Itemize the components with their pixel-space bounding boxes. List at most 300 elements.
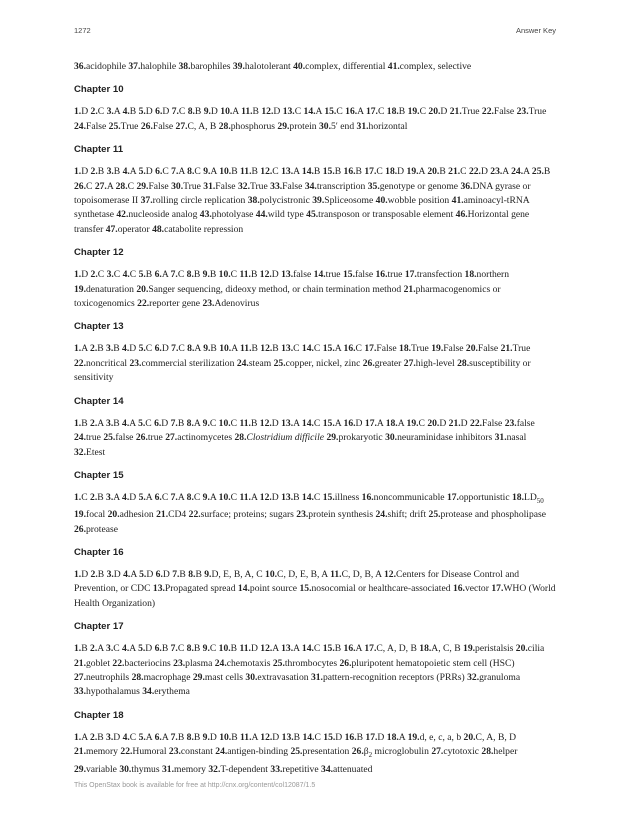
answer-text: C — [145, 417, 152, 429]
answer-number: 8. — [186, 731, 194, 743]
answer-number: 16. — [343, 343, 356, 355]
answer-number: 26. — [135, 432, 148, 444]
answer-text: False — [482, 417, 503, 429]
answer-text: peristalsis — [475, 643, 514, 655]
answer-number: 18. — [386, 731, 399, 743]
answer-number: 8. — [186, 491, 194, 503]
answer-text: True — [512, 343, 531, 355]
answer-number: 18. — [385, 417, 398, 429]
answer-number: 17. — [364, 643, 377, 655]
answer-text: susceptibility or sensitivity — [74, 357, 531, 384]
answer-text: D — [273, 106, 281, 118]
answer-text: B — [250, 417, 258, 429]
answer-text: C — [129, 269, 137, 281]
answer-text: B — [252, 106, 259, 118]
answer-text: C — [355, 343, 362, 355]
answer-text: thymus — [131, 763, 160, 775]
answer-number: 47. — [105, 223, 118, 235]
answer-number: 34. — [142, 686, 155, 698]
answer-number: 22. — [120, 746, 133, 758]
answer-text: Horizontal gene transfer — [74, 209, 530, 235]
answer-text: barophiles — [190, 61, 231, 72]
answer-number: 28. — [234, 432, 247, 444]
answer-text: D — [113, 731, 121, 743]
answer-number: 13. — [281, 491, 294, 503]
answer-number: 31. — [494, 432, 507, 444]
answer-number: 15. — [324, 106, 337, 118]
answer-text: 5′ end — [330, 120, 355, 132]
answer-number: 1. — [74, 643, 82, 655]
answer-text: D — [113, 569, 121, 581]
answer-text: repetitive — [282, 763, 319, 775]
answer-text: C — [336, 106, 343, 118]
answer-number: 20. — [136, 283, 149, 295]
answer-number: 22. — [470, 417, 483, 429]
answer-text: B — [97, 491, 104, 503]
answer-text: D — [129, 491, 137, 503]
answer-text: constant — [180, 746, 213, 758]
answer-number: 11. — [330, 569, 342, 581]
answer-text: B — [439, 166, 446, 178]
answer-number: 2. — [90, 269, 98, 281]
answer-number: 5. — [138, 269, 146, 281]
chapter-answers — [74, 268, 556, 311]
answer-text: C, D, E, B, A — [277, 569, 328, 581]
answer-number: 14. — [313, 269, 326, 281]
answer-text: true — [86, 432, 101, 444]
answer-text: helper — [493, 746, 518, 758]
answer-number: 3. — [106, 417, 114, 429]
answer-number: 7. — [171, 343, 179, 355]
answer-text: catabolite repression — [164, 223, 244, 235]
answer-text: A — [177, 491, 185, 503]
answer-text: antigen-binding — [227, 746, 289, 758]
answer-number: 30. — [171, 180, 184, 192]
answer-text: C — [313, 417, 321, 429]
answer-number: 18. — [399, 343, 412, 355]
answer-text: A — [418, 166, 425, 178]
answer-text: photolyase — [211, 209, 254, 221]
answer-text: A — [113, 491, 120, 503]
answer-number: 15. — [322, 643, 335, 655]
answer-text: denaturation — [86, 283, 134, 295]
answer-number: 18. — [386, 106, 399, 118]
answer-number: 16. — [375, 269, 388, 281]
answer-number: 36. — [74, 61, 86, 72]
answer-text: B — [334, 166, 342, 178]
answer-text: C — [97, 106, 105, 118]
answer-number: 19. — [406, 417, 419, 429]
answer-number: 14. — [301, 643, 314, 655]
answer-text: halophile — [140, 61, 177, 72]
answer-number: 39. — [232, 61, 245, 72]
answer-text: reporter gene — [149, 298, 201, 310]
answer-number: 20. — [515, 643, 528, 655]
answer-number: 32. — [74, 446, 86, 458]
answer-text: greater — [374, 357, 402, 369]
answer-text: true — [325, 269, 341, 281]
answer-number: 31. — [310, 672, 323, 684]
answer-number: 29. — [192, 672, 205, 684]
answer-number: 14. — [237, 583, 250, 595]
answer-text: C, A, D, B — [376, 643, 417, 655]
answer-text: Sanger sequencing, dideoxy method, or chain termination method — [148, 283, 402, 295]
answer-number: 1. — [74, 491, 82, 503]
answer-number: 9. — [203, 343, 211, 355]
answer-text: True — [183, 180, 201, 192]
answer-number: 14. — [302, 731, 315, 743]
answer-number: 9. — [202, 417, 210, 429]
answer-number: 40. — [375, 195, 388, 207]
answer-number: 34. — [321, 763, 334, 775]
answer-text: D — [439, 417, 447, 429]
answer-text: A — [397, 417, 405, 429]
answer-text: true — [147, 432, 163, 444]
answer-number: 4. — [122, 343, 130, 355]
answer-text: D — [145, 643, 153, 655]
answer-number: 20. — [463, 731, 476, 743]
answer-number: 39. — [312, 195, 325, 207]
answer-text: A — [97, 643, 104, 655]
answer-text: adhesion — [119, 509, 154, 521]
answer-number: 21. — [500, 343, 513, 355]
answer-number: 18. — [419, 643, 432, 655]
answer-number: 12. — [261, 106, 274, 118]
answer-text: B — [193, 269, 201, 281]
answer-number: 13. — [281, 269, 294, 281]
chapter-heading: Chapter 14 — [74, 395, 124, 407]
answer-number: 13. — [281, 166, 294, 178]
answer-number: 24. — [375, 509, 388, 521]
answer-text: C — [86, 180, 93, 192]
answer-number: 3. — [106, 731, 114, 743]
answer-number: 2. — [90, 417, 98, 429]
chapter-heading: Chapter 10 — [74, 84, 124, 96]
answer-text: C — [376, 166, 383, 178]
answer-text: rolling circle replication — [152, 195, 246, 207]
answer-text: DNA gyrase or topoisomerase II — [74, 180, 531, 207]
answer-text: plasma — [185, 657, 213, 669]
answer-text: D — [81, 166, 89, 178]
answer-number: 8. — [187, 106, 195, 118]
answer-number: 1. — [74, 569, 82, 581]
answer-number: 29. — [74, 763, 86, 775]
answer-number: 6. — [154, 643, 162, 655]
answer-text: A — [293, 417, 300, 429]
answer-number: 4. — [122, 269, 130, 281]
answer-number: 2. — [90, 491, 98, 503]
answer-text: protein — [289, 120, 317, 132]
answer-text: C — [113, 643, 120, 655]
answer-number: 29. — [326, 432, 339, 444]
answer-number: 17. — [364, 166, 377, 178]
answer-text: B — [97, 731, 104, 743]
answer-number: 30. — [318, 120, 331, 132]
answer-text: A — [194, 343, 201, 355]
chapter-heading: Chapter 12 — [74, 247, 124, 259]
answer-text: True — [411, 343, 429, 355]
intro-answers — [74, 60, 556, 74]
answer-text: True — [461, 106, 480, 118]
answer-text: D — [209, 731, 217, 743]
answer-number: 17. — [364, 343, 377, 355]
answer-text: protease and phospholipase — [440, 509, 547, 521]
answer-number: 10. — [218, 269, 231, 281]
answer-text: B — [113, 343, 120, 355]
answer-number: 24. — [511, 166, 524, 178]
answer-text: D — [480, 166, 488, 178]
answer-text: focal — [86, 509, 106, 521]
answer-text: surface; proteins; sugars — [200, 509, 294, 521]
answer-number: 12. — [259, 269, 272, 281]
answer-text: transfection — [416, 269, 463, 281]
answer-text: shift; drift — [387, 509, 427, 521]
answer-number: 16. — [343, 643, 356, 655]
answer-text: True — [249, 180, 268, 192]
answer-text: wobble position — [387, 195, 450, 207]
answer-number: 24. — [214, 657, 227, 669]
answer-text: chemotaxis — [226, 657, 271, 669]
answer-number: 26. — [339, 657, 352, 669]
answer-text: neutrophils — [86, 672, 130, 684]
answer-number: 10. — [219, 343, 232, 355]
answer-text: A — [145, 491, 153, 503]
answer-text: Humoral — [132, 746, 167, 758]
answer-text: CD4 — [168, 509, 187, 521]
answer-number: 5. — [138, 643, 146, 655]
answer-number: 31. — [161, 763, 174, 775]
chapter-answers — [74, 105, 556, 134]
answer-number: 12. — [259, 417, 272, 429]
answer-number: 29. — [277, 120, 290, 132]
answer-text: presentation — [302, 746, 350, 758]
answer-number: 25. — [290, 746, 303, 758]
answer-number: 13. — [281, 731, 294, 743]
answer-text: C — [294, 106, 302, 118]
answer-text: D — [250, 643, 258, 655]
answer-number: 14. — [301, 491, 314, 503]
answer-number: 17. — [365, 106, 378, 118]
answer-text: cilia — [527, 643, 545, 655]
answer-number: 1. — [74, 417, 82, 429]
answer-number: 15. — [323, 731, 336, 743]
answer-number: 11. — [239, 269, 251, 281]
answer-number: 37. — [140, 195, 153, 207]
answer-number: 22. — [481, 106, 494, 118]
answer-text: B — [177, 731, 185, 743]
answer-number: 2. — [90, 343, 98, 355]
answer-number: 9. — [202, 269, 210, 281]
answer-number: 18. — [464, 269, 477, 281]
answer-number: 16. — [452, 583, 465, 595]
answer-text: D — [272, 731, 280, 743]
answer-text: A — [81, 343, 88, 355]
answer-text: false — [293, 269, 312, 281]
answer-text: copper, nickel, zinc — [285, 357, 361, 369]
answer-number: 14. — [303, 106, 316, 118]
answer-number: 7. — [170, 269, 178, 281]
answer-number: 28. — [457, 357, 470, 369]
answer-text: A — [293, 643, 300, 655]
answer-number: 2. — [90, 166, 98, 178]
answer-text: aminoacyl-tRNA synthetase — [74, 195, 530, 221]
answer-number: 19. — [463, 643, 476, 655]
answer-text: false — [115, 432, 134, 444]
answer-text: acidophile — [86, 61, 126, 72]
answer-number: 27. — [175, 120, 188, 132]
answer-number: 8. — [187, 343, 195, 355]
answer-number: 26. — [140, 120, 153, 132]
answer-text: False — [376, 343, 397, 355]
answer-number: 16. — [343, 166, 356, 178]
answer-text: C — [272, 166, 279, 178]
answer-text: false — [516, 417, 535, 429]
answer-number: 15. — [322, 166, 335, 178]
answer-text: B — [179, 569, 186, 581]
answer-number: 32. — [237, 180, 250, 192]
answer-number: 12. — [260, 643, 273, 655]
answer-text: C — [460, 166, 467, 178]
answer-number: 17. — [446, 491, 459, 503]
answer-number: 12. — [260, 166, 273, 178]
answer-number: 17. — [491, 583, 504, 595]
answer-number: 36. — [460, 180, 473, 192]
answer-text: A — [293, 166, 300, 178]
answer-number: 20. — [428, 106, 441, 118]
answer-number: 32. — [208, 763, 221, 775]
answer-number: 20. — [427, 166, 440, 178]
answer-text: D — [145, 166, 153, 178]
answer-number: 23. — [129, 357, 142, 369]
answer-text: true — [387, 269, 403, 281]
answer-text: A — [523, 166, 530, 178]
answer-number: 38. — [247, 195, 260, 207]
answer-number: 7. — [171, 106, 179, 118]
answer-number: 29. — [136, 180, 149, 192]
answer-text: C, A, B — [187, 120, 217, 132]
answer-number: 7. — [170, 731, 178, 743]
answer-number: 4. — [122, 417, 130, 429]
answer-number: 28. — [115, 180, 128, 192]
answer-number: 4. — [122, 643, 130, 655]
answer-text: pluripotent hematopoietic stem cell (HSC) — [351, 657, 515, 669]
answer-text: prokaryotic — [338, 432, 383, 444]
answer-text: A — [334, 417, 342, 429]
answer-text: D — [271, 491, 279, 503]
answer-text: erythema — [154, 686, 190, 698]
answer-number: 41. — [451, 195, 464, 207]
answer-text: thrombocytes — [284, 657, 338, 669]
answer-text: C — [127, 180, 135, 192]
chapter-heading: Chapter 13 — [74, 321, 124, 333]
answer-number: 23. — [516, 106, 529, 118]
answer-text: B — [334, 643, 342, 655]
answer-number: 10. — [265, 569, 278, 581]
answer-text: D, E, B, A, C — [211, 569, 263, 581]
answer-text: B — [195, 569, 202, 581]
answer-text: Propagated spread — [164, 583, 236, 595]
answer-number: 11. — [241, 106, 253, 118]
answer-number: 19. — [407, 731, 420, 743]
answer-text: D — [271, 417, 279, 429]
answer-text: C — [418, 417, 425, 429]
answer-number: 24. — [74, 432, 86, 444]
answer-number: 16. — [344, 731, 357, 743]
answer-number: 1. — [74, 731, 82, 743]
answer-number: 17. — [364, 417, 377, 429]
answer-text: C — [113, 269, 121, 281]
answer-number: 27. — [431, 746, 444, 758]
answer-text: C — [81, 491, 88, 503]
answer-text: A — [81, 731, 88, 743]
answer-text: A — [272, 643, 279, 655]
answer-text: C — [177, 269, 185, 281]
answer-number: 21. — [448, 417, 461, 429]
answer-text: C — [313, 343, 321, 355]
answer-text: A — [398, 731, 406, 743]
answer-text: False — [443, 343, 464, 355]
answer-number: 31. — [203, 180, 216, 192]
answer-number: 15. — [322, 491, 335, 503]
answer-text: A — [113, 106, 121, 118]
answer-number: 7. — [172, 569, 180, 581]
answer-text: granuloma — [479, 672, 521, 684]
answer-text: B — [355, 166, 362, 178]
answer-text: horizontal — [368, 120, 408, 132]
answer-text: D — [397, 166, 405, 178]
answer-text: False — [86, 120, 107, 132]
answer-text: C — [178, 106, 186, 118]
answer-text: A — [130, 569, 137, 581]
answer-number: 23. — [504, 417, 517, 429]
answer-number: 21. — [449, 106, 462, 118]
answer-number: 6. — [154, 343, 162, 355]
answer-text: B — [210, 343, 217, 355]
answer-text: B — [81, 643, 88, 655]
answer-text: point source — [249, 583, 298, 595]
answer-text: A — [357, 106, 364, 118]
answer-text: B — [97, 569, 105, 581]
answer-text: A — [210, 166, 217, 178]
answer-number: 5. — [138, 343, 146, 355]
answer-number: 30. — [245, 672, 258, 684]
answer-number: 8. — [186, 269, 194, 281]
answer-number: 4. — [122, 166, 130, 178]
answer-text: C — [419, 106, 426, 118]
answer-number: 2. — [90, 643, 98, 655]
answer-number: 2. — [90, 569, 98, 581]
answer-number: 1. — [74, 166, 82, 178]
answer-text: cytotoxic — [443, 746, 480, 758]
answer-text: D — [162, 569, 170, 581]
answer-number: 21. — [448, 166, 461, 178]
answer-number: 11. — [239, 417, 251, 429]
answer-text: T-dependent — [220, 763, 268, 775]
answer-text: A — [161, 269, 169, 281]
answer-number: 27. — [403, 357, 416, 369]
section-title: Answer Key — [515, 26, 556, 35]
answer-number: 9. — [203, 166, 211, 178]
chapter-answers — [74, 568, 556, 611]
answer-text: A, C, B — [431, 643, 461, 655]
answer-text: A — [161, 731, 169, 743]
answer-text: operator — [117, 223, 150, 235]
answer-number: 5. — [138, 106, 146, 118]
answer-number: 12. — [260, 731, 273, 743]
answer-text: memory — [173, 763, 206, 775]
answer-number: 23. — [296, 509, 309, 521]
answer-text: A — [250, 491, 258, 503]
